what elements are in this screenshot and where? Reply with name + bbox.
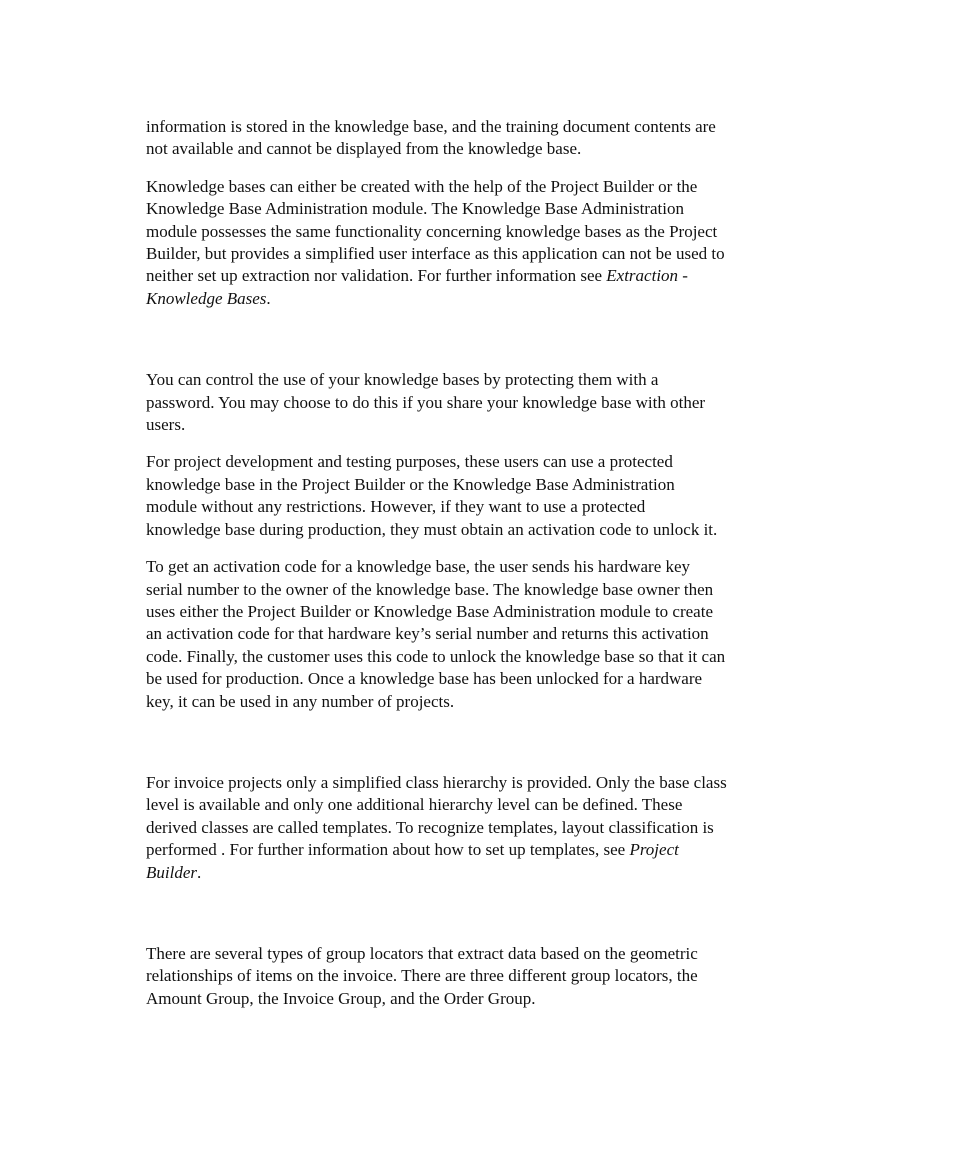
paragraph-text: Knowledge bases can either be created with the help of the Project Builder or the Knowledge Base Administration module. The Knowledge Base Administration module possesses the same functionality concerning knowledge bases as the Project Builder, but provides a simplified user interface as this application can not be used to neither set up extraction nor validation. For further information see	[146, 176, 725, 286]
cross-reference-project-builder: Project Builder	[146, 840, 679, 882]
paragraph-text: There are several types of group locators that extract data based on the geometric relationships of items on the invoice. There are three different group locators, the Amount Group, the Invoice Group, and the Order Group.	[146, 943, 698, 1008]
paragraph-text: information is stored in the knowledge base, and the training document contents are not available and cannot be displayed from the knowledge base.	[146, 117, 716, 159]
section-spacer	[146, 713, 836, 772]
paragraph-text: You can control the use of your knowledge bases by protecting them with a password. You may choose to do this if you share your knowledge base with other users.	[146, 370, 706, 435]
paragraph-group-locators	[146, 943, 836, 1010]
paragraph-tail: .	[266, 288, 271, 308]
cross-reference-extraction-knowledge-bases: Extraction - Knowledge Bases	[146, 266, 688, 308]
paragraph-development-testing	[146, 451, 836, 541]
paragraph-text: To get an activation code for a knowledge base, the user sends his hardware key serial number to the owner of the knowledge base. The knowledge base owner then uses either the Project Builder or Knowledge Base Administration module to create an activation code for that hardware key’s serial number and returns this activation code. Finally, the customer uses this code to unlock the knowledge base so that it can be used for production. Once a knowledge base has been unlocked for a hardware key, it can be used in any number of projects.	[146, 557, 726, 711]
section-spacer	[146, 310, 836, 369]
document-page	[146, 116, 836, 1010]
paragraph-text: For invoice projects only a simplified class hierarchy is provided. Only the base class level is available and only one additional hierarchy level can be defined. These derived classes are called templates. To recognize templates, layout classification is performed . For further information about how to set up templates, see	[146, 772, 727, 860]
section-spacer	[146, 884, 836, 943]
paragraph-knowledge-base-creation	[146, 176, 836, 310]
paragraph-password-protection	[146, 369, 836, 436]
paragraph-training-contents	[146, 116, 836, 161]
paragraph-tail: .	[197, 862, 202, 882]
paragraph-spacer	[146, 436, 836, 451]
paragraph-spacer	[146, 541, 836, 556]
paragraph-spacer	[146, 161, 836, 176]
paragraph-text: For project development and testing purposes, these users can use a protected knowledge base in the Project Builder or the Knowledge Base Administration module without any restrictions. However, if they want to use a protected knowledge base during production, they must obtain an activation code to unlock it.	[146, 452, 718, 539]
paragraph-invoice-class-hierarchy	[146, 772, 836, 884]
paragraph-activation-code	[146, 556, 836, 713]
